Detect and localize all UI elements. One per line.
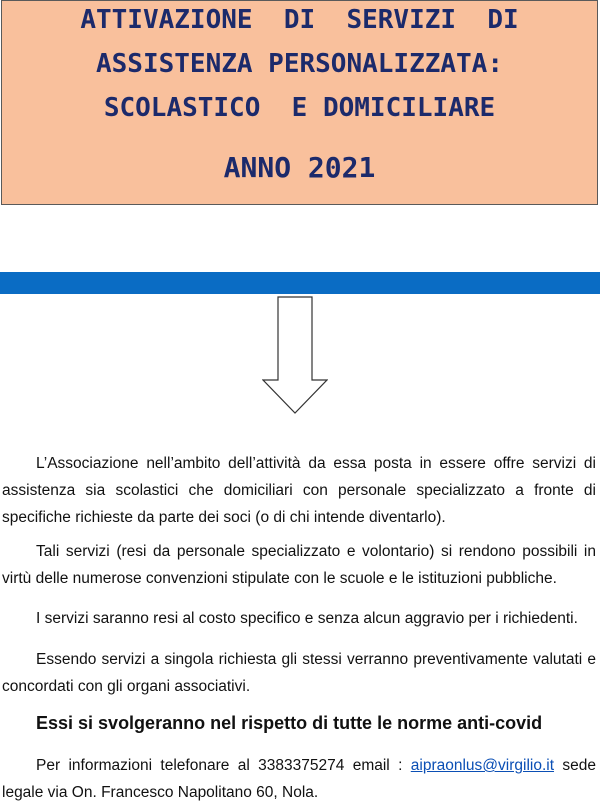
- down-arrow-icon: [262, 296, 328, 414]
- blue-divider-bar: [0, 272, 600, 294]
- title-line-3: SCOLASTICO E DOMICILIARE: [103, 93, 496, 123]
- contact-paragraph: [2, 752, 596, 806]
- paragraph-conventions: Tali servizi (resi da personale specializzato e volontario) si rendono possibili in virtù delle numerose convenzioni stipulate con le scuole e le istituzioni pubbliche.: [2, 543, 596, 587]
- contact-address: sede legale via On. Francesco Napolitano 60, Nola.: [2, 757, 596, 801]
- title-line-1: ATTIVAZIONE DI SERVIZI DI: [80, 5, 519, 35]
- covid-notice: Essi si svolgeranno nel rispetto di tutte le norme anti-covid: [36, 713, 543, 733]
- contact-prefix: Per informazioni telefonare al 3383375274 email :: [36, 757, 411, 774]
- title-line-2: ASSISTENZA PERSONALIZZATA:: [96, 49, 503, 79]
- title-year: ANNO 2021: [223, 151, 376, 184]
- paragraph-cost: I servizi saranno resi al costo specifico e senza alcun aggravio per i richiedenti.: [36, 610, 578, 627]
- title-banner: [1, 0, 598, 205]
- email-link[interactable]: aipraonlus@virgilio.it: [410, 757, 555, 774]
- paragraph-services-intro: L’Associazione nell’ambito dell’attività da essa posta in essere offre servizi di assistenza sia scolastici che domiciliari con personale specializzato a fronte di specifiche richieste da parte dei soci (o di chi intende diventarlo).: [2, 455, 596, 526]
- paragraph-evaluation: Essendo servizi a singola richiesta gli stessi verranno preventivamente valutati e concordati con gli organi associativi.: [2, 651, 596, 695]
